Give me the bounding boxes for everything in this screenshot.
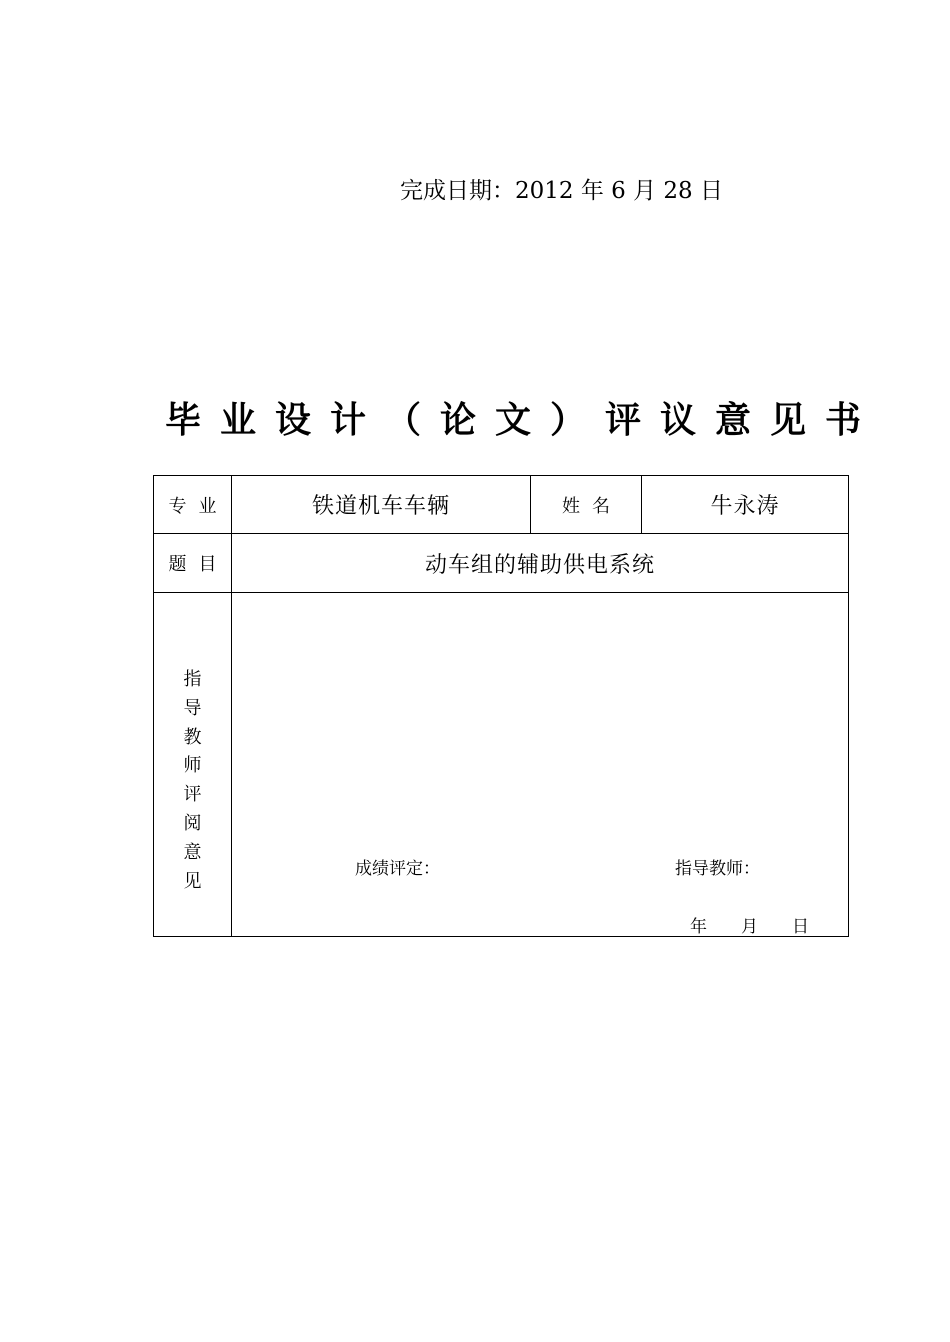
- page-title: 毕业设计（论文）评议意见书: [165, 400, 881, 441]
- section-label-char: 师: [183, 755, 202, 777]
- section-label-char: 评: [183, 784, 202, 806]
- completion-date: 完成日期：2012 年 6 月 28 日: [400, 178, 723, 204]
- section-label-char: 指: [183, 669, 202, 690]
- advisor-signature-label: 指导教师：: [675, 859, 760, 879]
- name-value: 牛永涛: [710, 494, 780, 519]
- topic-value: 动车组的辅助供电系统: [424, 552, 655, 578]
- major-label: 专业: [168, 495, 229, 517]
- name-label: 姓名: [562, 495, 622, 517]
- topic-label: 题目: [168, 554, 229, 575]
- signature-date-label: 年 月 日: [690, 917, 809, 937]
- section-label-char: 导: [183, 697, 202, 719]
- advisor-review-section-label: [154, 666, 231, 896]
- grade-label: 成绩评定：: [355, 859, 440, 879]
- major-value: 铁道机车车辆: [311, 494, 450, 519]
- section-label-char: 意: [183, 841, 202, 863]
- row-divider: [154, 592, 848, 593]
- review-form-table: [153, 475, 849, 937]
- section-label-char: 教: [183, 726, 202, 748]
- section-label-char: 阅: [183, 812, 202, 834]
- section-label-char: 见: [183, 870, 202, 892]
